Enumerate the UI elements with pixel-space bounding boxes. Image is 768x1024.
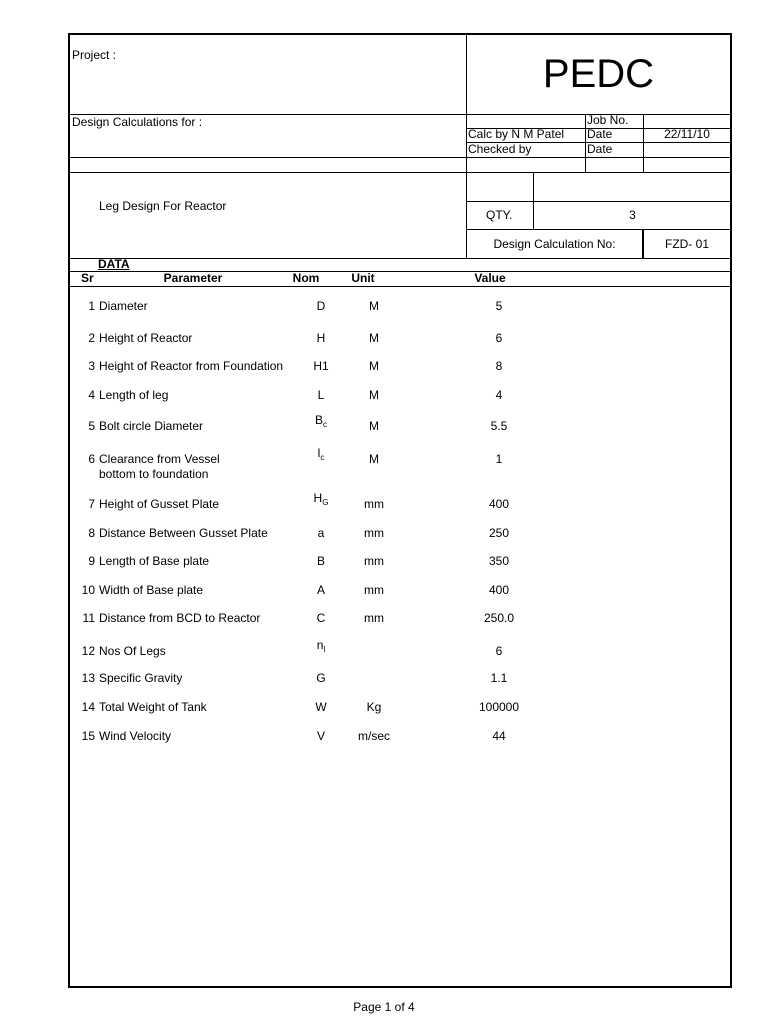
row-parameter: Length of leg [99,388,169,402]
row-nom [296,331,346,345]
row-nom [296,638,346,652]
project-label: Project : [72,48,117,62]
row-nom [296,446,346,460]
description-text: Leg Design For Reactor [99,199,227,213]
row-parameter: Nos Of Legs [99,644,166,658]
row-unit: M [369,419,379,433]
row-unit: mm [364,497,384,511]
row-unit: m/sec [357,729,390,743]
calc-no-value: FZD- 01 [664,237,709,251]
nom-symbol: D [316,299,326,313]
job-no-label: Job No. [587,113,629,127]
qty-value: 3 [629,208,636,222]
row-unit: M [369,331,379,345]
row-nom [296,413,346,427]
nom-symbol: H [316,331,326,345]
section-title: DATA [98,257,130,271]
info-bottom-line [69,258,731,259]
info-row-line [466,229,731,230]
row-parameter: Width of Base plate [99,583,204,597]
nom-symbol: n [316,638,324,652]
row-unit: M [369,388,379,402]
row-parameter: Diameter [99,299,148,313]
row-unit: mm [364,526,384,540]
row-nom [296,491,346,505]
row-value: 44 [492,729,506,743]
row-nom [296,583,346,597]
row-nom [296,729,346,743]
nom-symbol: W [315,700,327,714]
row-sr: 14 [81,700,95,714]
qty-label: QTY. [486,208,513,222]
row-value: 6 [495,331,503,345]
nom-symbol: A [316,583,325,597]
row-parameter: Height of Reactor from Foundation [99,359,284,373]
company-logo-text: PEDC [542,52,655,96]
row-value: 400 [488,497,510,511]
row-parameter: Total Weight of Tank [99,700,207,714]
header-row-line [69,172,731,173]
row-unit: Kg [366,700,382,714]
row-value: 100000 [478,700,520,714]
row-unit: M [369,359,379,373]
row-sr: 7 [88,497,95,511]
nom-subscript: c [320,453,325,462]
row-value: 8 [495,359,503,373]
nom-subscript: G [322,498,329,507]
nom-symbol: C [316,611,326,625]
row-parameter: Clearance from Vessel [99,452,220,466]
row-nom [296,388,346,402]
row-value: 5.5 [490,419,508,433]
row-unit: mm [364,611,384,625]
header-col-line [585,114,586,172]
row-unit: mm [364,583,384,597]
date2-label: Date [587,142,613,156]
row-sr: 5 [88,419,95,433]
row-unit: M [369,299,379,313]
row-sr: 12 [81,644,95,658]
nom-symbol: B [314,413,323,427]
nom-symbol: G [316,671,326,685]
column-header-parameter: Parameter [163,271,223,285]
nom-subscript: c [323,420,327,429]
nom-symbol: l [317,446,321,460]
nom-subscript: l [323,645,326,654]
row-parameter: Height of Reactor [99,331,193,345]
row-sr: 9 [88,554,95,568]
row-value: 1.1 [490,671,508,685]
nom-symbol: L [317,388,325,402]
row-parameter: Wind Velocity [99,729,172,743]
row-sr: 4 [88,388,95,402]
column-header-nom: Nom [292,271,320,285]
nom-symbol: H1 [313,359,329,373]
header-row-line [69,157,731,158]
row-sr: 15 [81,729,95,743]
nom-symbol: a [317,526,325,540]
table-header-line [69,286,731,287]
row-sr: 13 [81,671,95,685]
row-nom [296,611,346,625]
nom-symbol: H [313,491,323,505]
nom-symbol: V [316,729,325,743]
row-value: 5 [495,299,503,313]
row-parameter: Bolt circle Diameter [99,419,204,433]
row-sr: 1 [88,299,95,313]
row-sr: 8 [88,526,95,540]
info-row-line [466,201,731,202]
page-number: Page 1 of 4 [353,1000,415,1014]
calc-by-label: Calc by N M Patel [468,127,565,141]
row-value: 250 [488,526,510,540]
row-value: 250.0 [483,611,515,625]
row-sr: 10 [81,583,95,597]
row-sr: 2 [88,331,95,345]
row-unit: M [369,452,379,466]
row-nom [296,671,346,685]
row-parameter: Length of Base plate [99,554,210,568]
row-value: 6 [495,644,503,658]
row-sr: 3 [88,359,95,373]
row-parameter-continued: bottom to foundation [99,467,209,481]
row-parameter: Height of Gusset Plate [99,497,220,511]
row-nom [296,359,346,373]
row-nom [296,299,346,313]
row-sr: 11 [82,611,95,625]
date-value: 22/11/10 [664,127,710,141]
checked-by-label: Checked by [468,142,532,156]
column-header-unit: Unit [351,271,375,285]
row-parameter: Specific Gravity [99,671,183,685]
header-col-line [643,114,644,172]
nom-symbol: B [316,554,325,568]
row-parameter: Distance from BCD to Reactor [99,611,261,625]
row-value: 4 [495,388,503,402]
column-header-sr: Sr [81,271,94,285]
row-value: 400 [488,583,510,597]
row-sr: 6 [88,452,95,466]
row-nom [296,526,346,540]
column-header-value: Value [474,271,506,285]
row-value: 1 [495,452,503,466]
row-nom [296,554,346,568]
row-unit: mm [364,554,384,568]
date-label: Date [587,127,613,141]
calc-no-label: Design Calculation No: [493,237,616,251]
row-nom [296,700,346,714]
row-parameter: Distance Between Gusset Plate [99,526,268,540]
design-calc-label: Design Calculations for : [72,115,203,129]
row-value: 350 [488,554,510,568]
